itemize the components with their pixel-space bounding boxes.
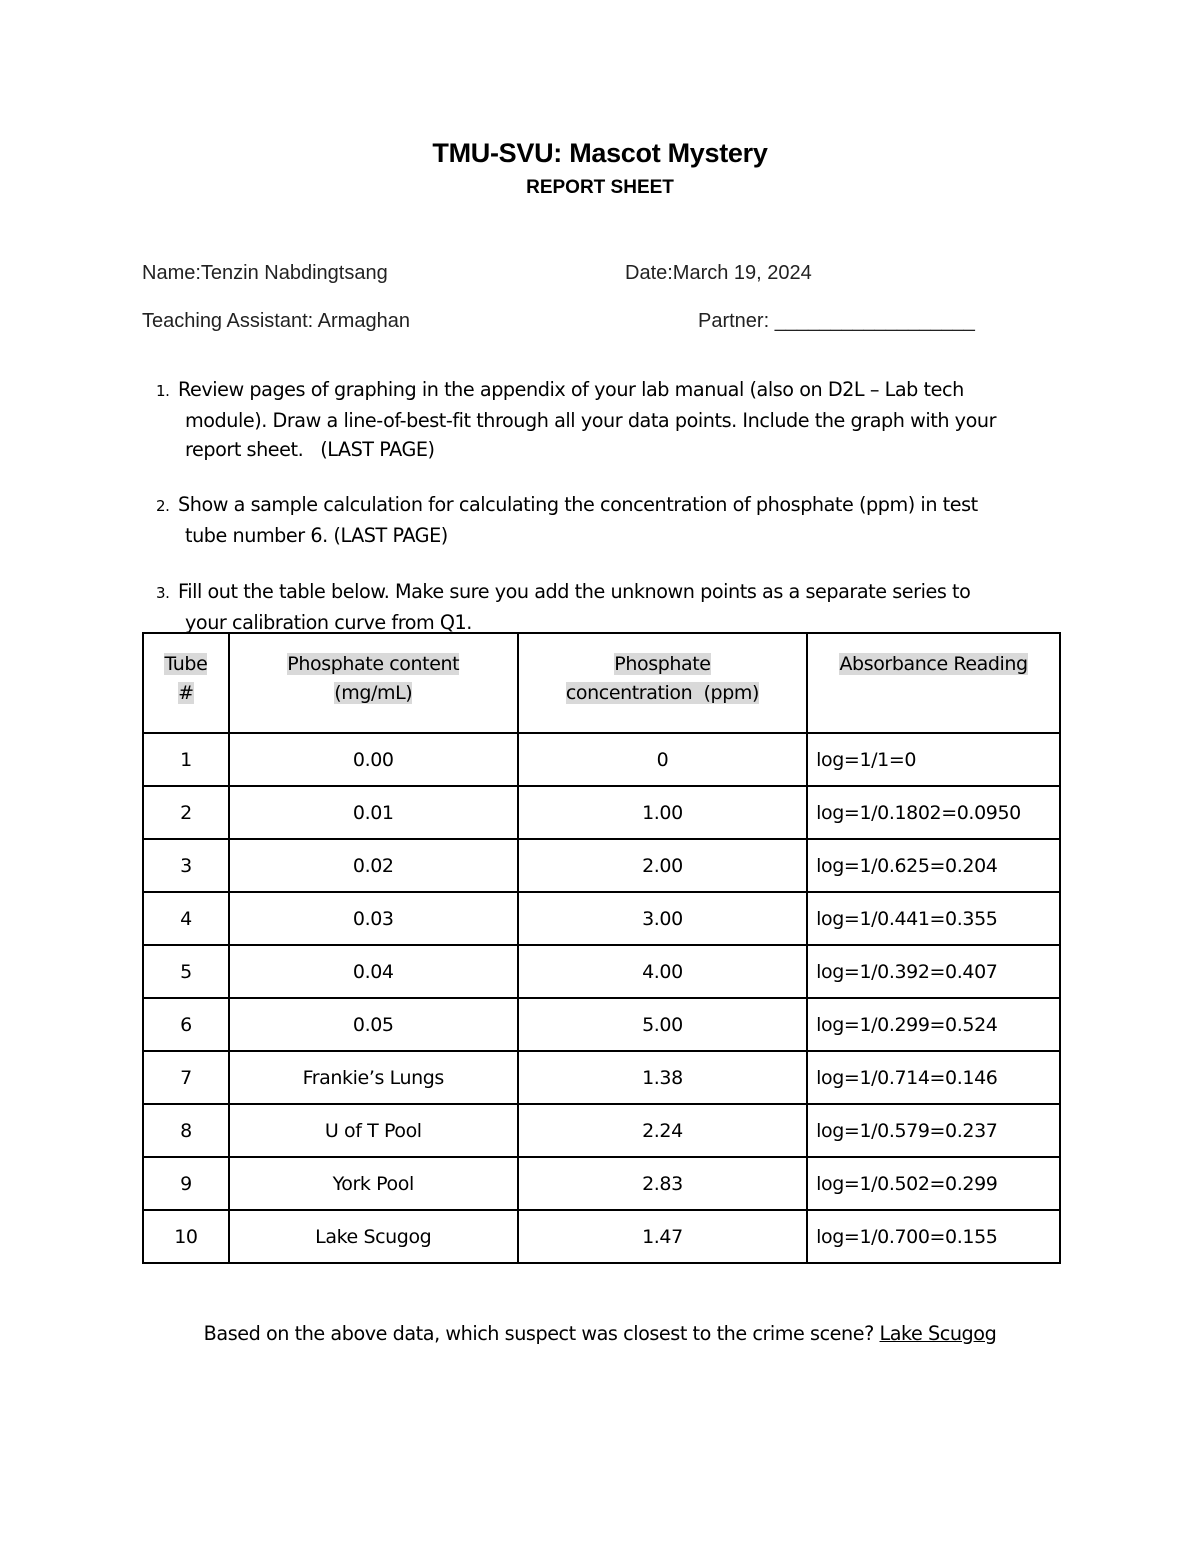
- header-phosphate-content: [229, 633, 518, 733]
- name-field: Name:Tenzin Nabdingtsang: [142, 262, 388, 284]
- question-number: 2.: [156, 497, 170, 515]
- cell-tube-number: 8: [143, 1104, 229, 1157]
- header-line: #: [178, 682, 194, 704]
- teaching-assistant-field: Teaching Assistant: Armaghan: [142, 310, 410, 332]
- question-line: tube number 6. (LAST PAGE): [185, 524, 448, 547]
- question-line: report sheet. (LAST PAGE): [185, 438, 435, 461]
- table-row: [143, 1210, 1060, 1263]
- cell-tube-number: 5: [143, 945, 229, 998]
- table-row: [143, 786, 1060, 839]
- cell-phosphate-concentration: 5.00: [518, 998, 807, 1051]
- question-1: [156, 375, 1056, 464]
- cell-phosphate-content: 0.01: [229, 786, 518, 839]
- table-row: [143, 1157, 1060, 1210]
- table-row: [143, 945, 1060, 998]
- cell-phosphate-content: 0.03: [229, 892, 518, 945]
- table-row: [143, 892, 1060, 945]
- cell-tube-number: 9: [143, 1157, 229, 1210]
- results-table: [142, 632, 1061, 1264]
- cell-phosphate-content: York Pool: [229, 1157, 518, 1210]
- cell-phosphate-content: U of T Pool: [229, 1104, 518, 1157]
- table-row: [143, 839, 1060, 892]
- header-line: Phosphate content: [287, 653, 460, 675]
- cell-absorbance-reading: log=1/0.700=0.155: [807, 1210, 1060, 1263]
- question-line: Fill out the table below. Make sure you add the unknown points as a separate series to: [178, 580, 971, 603]
- cell-tube-number: 3: [143, 839, 229, 892]
- question-line: Show a sample calculation for calculating the concentration of phosphate (ppm) in test: [178, 493, 978, 516]
- cell-phosphate-content: 0.00: [229, 733, 518, 786]
- table-row: [143, 733, 1060, 786]
- cell-tube-number: 2: [143, 786, 229, 839]
- cell-phosphate-content: 0.05: [229, 998, 518, 1051]
- conclusion-question: Based on the above data, which suspect was closest to the crime scene?: [203, 1322, 874, 1345]
- cell-absorbance-reading: log=1/0.625=0.204: [807, 839, 1060, 892]
- question-line: module). Draw a line-of-best-fit through all your data points. Include the graph with your: [185, 409, 997, 432]
- cell-phosphate-content: 0.04: [229, 945, 518, 998]
- cell-absorbance-reading: log=1/0.502=0.299: [807, 1157, 1060, 1210]
- cell-phosphate-concentration: 1.47: [518, 1210, 807, 1263]
- cell-phosphate-concentration: 2.83: [518, 1157, 807, 1210]
- question-3: [156, 577, 1056, 637]
- table-row: [143, 1104, 1060, 1157]
- cell-tube-number: 6: [143, 998, 229, 1051]
- header-absorbance-reading: [807, 633, 1060, 733]
- cell-tube-number: 10: [143, 1210, 229, 1263]
- conclusion: [0, 1322, 1200, 1345]
- date-field: Date:March 19, 2024: [625, 262, 812, 284]
- header-line: Absorbance Reading: [839, 653, 1028, 675]
- question-2: [156, 490, 1056, 550]
- table-row: [143, 998, 1060, 1051]
- header-line: Tube: [164, 653, 208, 675]
- header-line: Phosphate: [614, 653, 711, 675]
- cell-phosphate-content: Lake Scugog: [229, 1210, 518, 1263]
- cell-phosphate-concentration: 2.24: [518, 1104, 807, 1157]
- header-phosphate-concentration: [518, 633, 807, 733]
- cell-phosphate-concentration: 4.00: [518, 945, 807, 998]
- question-line: your calibration curve from Q1.: [185, 611, 472, 634]
- cell-phosphate-content: Frankie’s Lungs: [229, 1051, 518, 1104]
- question-line: Review pages of graphing in the appendix of your lab manual (also on D2L – Lab tech: [178, 378, 964, 401]
- question-number: 3.: [156, 584, 170, 602]
- cell-tube-number: 4: [143, 892, 229, 945]
- header-tube-number: [143, 633, 229, 733]
- cell-absorbance-reading: log=1/0.299=0.524: [807, 998, 1060, 1051]
- cell-absorbance-reading: log=1/1=0: [807, 733, 1060, 786]
- question-number: 1.: [156, 382, 170, 400]
- cell-phosphate-concentration: 3.00: [518, 892, 807, 945]
- page-subtitle: REPORT SHEET: [526, 177, 674, 198]
- table-row: [143, 1051, 1060, 1104]
- cell-absorbance-reading: log=1/0.441=0.355: [807, 892, 1060, 945]
- cell-absorbance-reading: log=1/0.579=0.237: [807, 1104, 1060, 1157]
- cell-tube-number: 7: [143, 1051, 229, 1104]
- table-header-row: [143, 633, 1060, 733]
- conclusion-answer: Lake Scugog: [879, 1322, 997, 1345]
- header-line: (mg/mL): [334, 682, 413, 704]
- cell-phosphate-concentration: 2.00: [518, 839, 807, 892]
- partner-field: Partner: __________________: [698, 310, 975, 332]
- cell-absorbance-reading: log=1/0.714=0.146: [807, 1051, 1060, 1104]
- cell-tube-number: 1: [143, 733, 229, 786]
- cell-phosphate-content: 0.02: [229, 839, 518, 892]
- header-line: concentration (ppm): [565, 682, 759, 704]
- cell-phosphate-concentration: 1.38: [518, 1051, 807, 1104]
- cell-absorbance-reading: log=1/0.392=0.407: [807, 945, 1060, 998]
- page-title: TMU-SVU: Mascot Mystery: [432, 138, 768, 168]
- cell-phosphate-concentration: 1.00: [518, 786, 807, 839]
- cell-phosphate-concentration: 0: [518, 733, 807, 786]
- cell-absorbance-reading: log=1/0.1802=0.0950: [807, 786, 1060, 839]
